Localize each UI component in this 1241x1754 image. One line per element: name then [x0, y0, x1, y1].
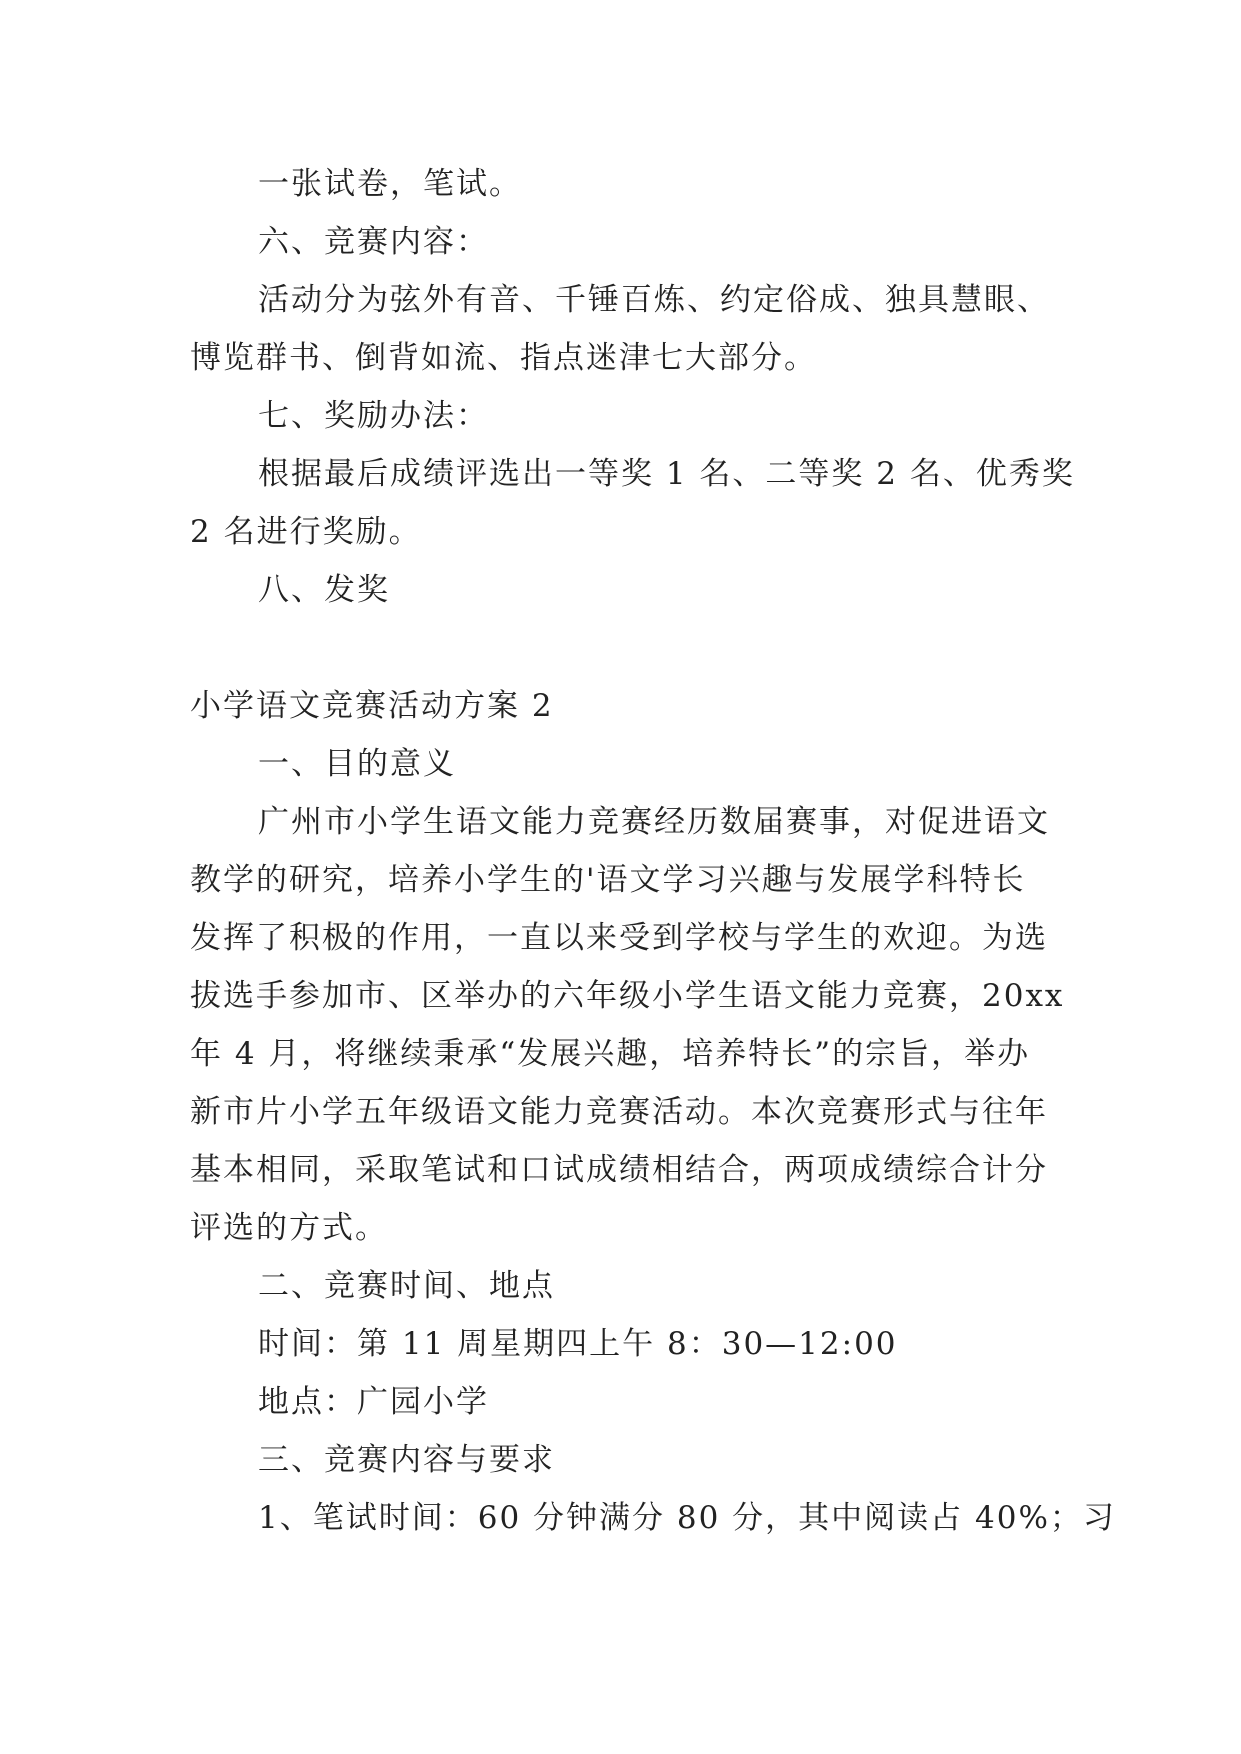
section6-heading: 六、竞赛内容： — [258, 224, 489, 260]
paper-line: 一张试卷，笔试。 — [258, 166, 522, 202]
section1-body-line: 广州市小学生语文能力竞赛经历数届赛事，对促进语文 — [258, 804, 1050, 840]
section6-body-line1: 活动分为弦外有音、千锤百炼、约定俗成、独具慧眼、 — [258, 282, 1050, 318]
section1-body-line: 评选的方式。 — [190, 1210, 388, 1246]
section3-item1: 1、笔试时间：60 分钟满分 80 分，其中阅读占 40%；习 — [258, 1500, 1116, 1536]
section1-heading: 一、目的意义 — [258, 746, 456, 782]
section7-body-line1: 根据最后成绩评选出一等奖 1 名、二等奖 2 名、优秀奖 — [258, 456, 1075, 492]
document-title: 小学语文竞赛活动方案 2 — [190, 688, 554, 724]
section1-body-line: 教学的研究，培养小学生的'语文学习兴趣与发展学科特长 — [190, 862, 1026, 898]
section1-body-line: 基本相同，采取笔试和口试成绩相结合，两项成绩综合计分 — [190, 1152, 1048, 1188]
section1-body-line: 新市片小学五年级语文能力竞赛活动。本次竞赛形式与往年 — [190, 1094, 1048, 1130]
section2-place: 地点：广园小学 — [258, 1384, 489, 1420]
section1-body-line: 年 4 月，将继续秉承“发展兴趣，培养特长”的宗旨，举办 — [190, 1036, 1031, 1072]
section7-heading: 七、奖励办法： — [258, 398, 489, 434]
section3-heading: 三、竞赛内容与要求 — [258, 1442, 555, 1478]
section2-time: 时间：第 11 周星期四上午 8：30—12:00 — [258, 1326, 898, 1362]
section7-body-line2: 2 名进行奖励。 — [190, 514, 422, 550]
section8-heading: 八、发奖 — [258, 572, 390, 608]
section2-heading: 二、竞赛时间、地点 — [258, 1268, 555, 1304]
section1-body-line: 发挥了积极的作用，一直以来受到学校与学生的欢迎。为选 — [190, 920, 1048, 956]
section6-body-line2: 博览群书、倒背如流、指点迷津七大部分。 — [190, 340, 817, 376]
section1-body-line: 拔选手参加市、区举办的六年级小学生语文能力竞赛，20xx — [190, 978, 1065, 1014]
